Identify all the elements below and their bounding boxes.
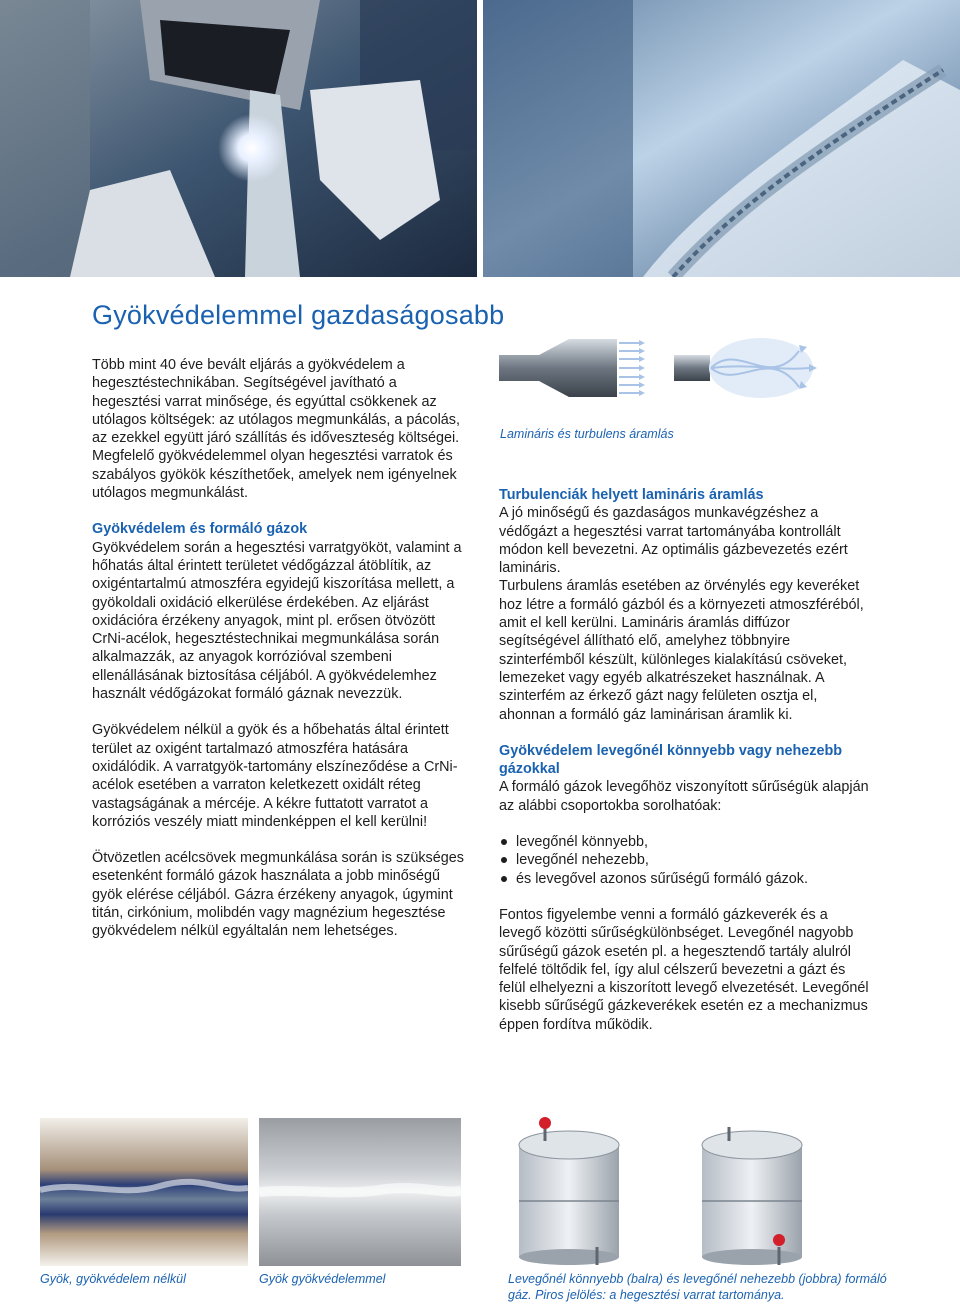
intro-paragraph: Több mint 40 éve bevált eljárás a gyökvédelem a hegesztéstechnikában. Segítségével javítható a hegesztési varrat minősége, és egyúttal csökkenek az utólagos költségek: az utólagos megmunkálás, a pácolás, az ezekkel együtt járó szállítás és időveszteség költségei. Megfelelő gyökvédelemmel olyan hegesztési varratok és szabályos gyökök készíthetőek, amelyek nem igényelnek utólagos megmunkálást. (92, 357, 460, 502)
bullet-icon (501, 839, 507, 845)
weld-marker-left (539, 1117, 551, 1129)
paragraph-root-protection: Gyökvédelem során a hegesztési varratgyököt, valamint a hőhatás által érintett területet védőgázzal átöblítik, az oxigéntartalmú atmoszféra egyidejű kiszorítása mellett, a gyökoldali oxidáció elkerülése érdekében. Az eljárást oxidációra érzékeny anyagok, mint pl. erősen ötvözött CrNi-acélok, hegesztéstechnikai megmunkálása során alkalmazzák, az anyagok korrózióval szembeni ellenállásának biztosítása céljából. A gyökvédelemhez használt védőgázokat formáló gáznak nevezzük. (92, 539, 462, 703)
bullet-icon (501, 876, 507, 882)
cylinder-illustration (497, 1115, 842, 1267)
caption-no-protection: Gyök, gyökvédelem nélkül (40, 1272, 186, 1286)
section-heading-gas-density: Gyökvédelem levegőnél könnyebb vagy nehezebb gázokkal (499, 742, 843, 778)
paragraph-laminar-2: Turbulens áramlás esetében az örvénylés egy keveréket hoz létre a formáló gázból és a környezeti atmoszféréból, amit el kell kerülni. Lamináris áramlás diffúzor segítségével állítható elő, amelyhez többnyire szinterfémből készült, különleges kialakítású csöveket, lemezeket vagy egyéb alkatrészeket használnak. A szinterfém az érkező gázt nagy felületen osztja el, ahonnan a formáló gáz laminárisan áramlik ki. (499, 578, 864, 723)
weld-marker-right (773, 1234, 785, 1246)
caption-cylinders: Levegőnél könnyebb (balra) és levegőnél nehezebb (jobbra) formáló gáz. Piros jelölés: a hegesztési varrat tartománya. (508, 1272, 887, 1302)
flow-caption: Lamináris és turbulens áramlás (500, 427, 674, 441)
list-item: levegőnél könnyebb, (499, 833, 874, 851)
paragraph-oxidation: Gyökvédelem nélkül a gyök és a hőbehatás által érintett terület az oxigént tartalmazó atmoszféra hatására oxidálódik. A varratgyök-tartomány elszíneződése a CrNi-acélok esetében a varraton keletkezett oxidált réteg vastagságának a mércéje. A kékre futtatott varratot a korróziós veszély miatt mindenképpen el kell kerülni! (92, 722, 458, 830)
photo-welder (0, 0, 477, 277)
flow-diagram (499, 331, 844, 413)
section-heading-laminar: Turbulenciák helyett lamináris áramlás (499, 487, 764, 503)
paragraph-laminar-1: A jó minőségű és gazdaságos munkavégzéshez a védőgázt a hegesztési varrat tartományába kontrollált módon kell bevezetni. Az optimális gázbevezetés ezért lamináris. (499, 505, 848, 577)
list-item: és levegővel azonos sűrűségű formáló gázok. (499, 870, 874, 888)
left-column (92, 356, 464, 941)
photo-weld-with-protection (259, 1118, 461, 1266)
paragraph-density-difference: Fontos figyelembe venni a formáló gázkeverék és a levegő közötti sűrűségkülönbséget. Levegőnél nagyobb sűrűségű gázok esetén pl. a hegesztendő tartály alulról felfelé töltődik fel, így alul célszerű bevezetni a gázt és felül elhelyezni a kiszorított levegő elvezetését. Levegőnél kisebb sűrűségű gázkeverékek esetén ez a mechanizmus éppen fordítva működik. (499, 906, 869, 1033)
section-heading-root-protection: Gyökvédelem és formáló gázok (92, 521, 308, 538)
right-column (499, 486, 874, 1034)
photo-weld-no-protection (40, 1118, 248, 1266)
paragraph-gas-groups: A formáló gázok levegőhöz viszonyított sűrűségük alapján az alábbi csoportokba sorolhatóak: (499, 779, 869, 814)
bullet-icon (501, 857, 507, 863)
page-title: Gyökvédelemmel gazdaságosabb (92, 300, 505, 330)
photo-pipe (483, 0, 960, 277)
gas-group-list (499, 833, 874, 888)
list-item: levegőnél nehezebb, (499, 851, 874, 869)
caption-with-protection: Gyök gyökvédelemmel (259, 1272, 386, 1286)
paragraph-unalloyed-steel: Ötvözetlen acélcsövek megmunkálása során is szükséges esetenként formáló gázok használata a jobb minőségű gyök elérése céljából. Gázra érzékeny anyagok, úgymint titán, cirkónium, molibdén vagy magnézium hegesztése gyökvédelem nélkül egyáltalán nem lehetséges. (92, 850, 464, 940)
